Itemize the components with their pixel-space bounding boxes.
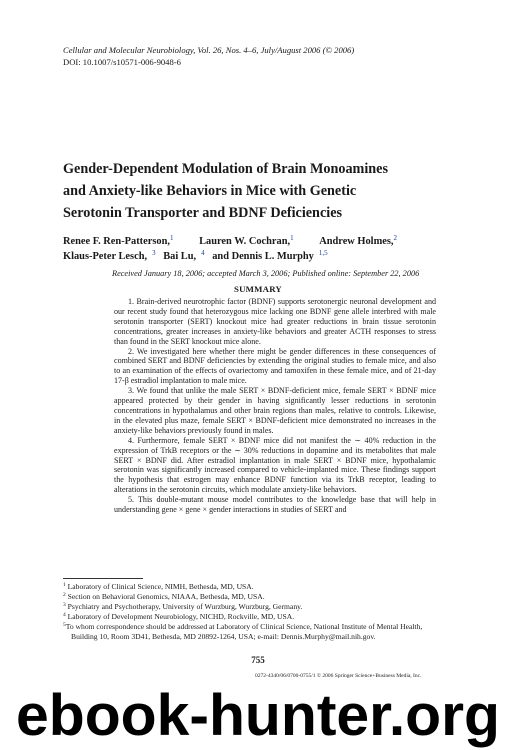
affiliation-link[interactable]: 1,5 — [318, 249, 328, 257]
footnote: $^1$ Laboratory of Clinical Science, NIMH, Bethesda, MD, USA. — [63, 582, 254, 591]
title-line: and Anxiety-like Behaviors in Mice with Genetic — [63, 183, 357, 199]
affiliation-link[interactable]: 3 — [152, 249, 156, 257]
summary-body — [114, 297, 436, 515]
watermark-text: ebook-hunter.org — [16, 686, 500, 748]
affiliation-link[interactable]: 1 — [169, 234, 174, 242]
summary-paragraph: 3. We found that unlike the male SERT × BDNF-deficient mice, female SERT × BDNF mice appeared protected by their gender in having significantly lesser reductions in serotonin concentrations in hypothalamus and other brain regions than males, relative to controls. Likewise, in the elevated plus maze, female SERT × BDNF-deficient mice demonstrated no increases in the anxiety-like behaviors previously found in males. — [114, 386, 436, 435]
author: Andrew Holmes,$^2$ — [319, 234, 397, 247]
footnote-divider — [63, 578, 143, 579]
footnote: $^4$ Laboratory of Development Neurobiology, NICHD, Rockville, MD, USA. — [63, 611, 295, 621]
title-line: Gender-Dependent Modulation of Brain Monoamines — [63, 161, 389, 177]
footnote: $^3$ Psychiatry and Psychotherapy, University of Wurzburg, Wurzburg, Germany. — [63, 601, 303, 611]
author: Bai Lu, $^4$ — [163, 249, 205, 262]
paper-title — [63, 158, 463, 224]
footnotes — [63, 582, 436, 641]
author: Lauren W. Cochran,$^1$ — [199, 234, 294, 247]
affiliation-link[interactable]: 1 — [290, 234, 294, 242]
author-line — [63, 249, 463, 264]
summary-paragraph: 4. Furthermore, female SERT × BDNF mice did not manifest the ∼ 40% reduction in the expression of TrkB receptors or the ∼ 30% reductions in dopamine and its metabolites that male SERT × BDNF did. After estradiol implantation in male SERT × BDNF mice, hypothalamic serotonin was significantly increased compared to vehicle-implanted mice. These findings support the hypothesis that estrogen may enhance BDNF function via its TrkB receptor, leading to alterations in the serotonin circuits, which modulate anxiety-like behaviors. — [114, 435, 436, 495]
author-line — [63, 234, 397, 249]
watermark — [0, 686, 516, 750]
author: Klaus-Peter Lesch, $^3$ — [63, 249, 156, 262]
affiliation-link[interactable]: 2 — [393, 234, 397, 242]
summary-paragraph: 1. Brain-derived neurotrophic factor (BDNF) supports serotonergic neuronal development and our recent study found that heterozygous mice lacking one BDNF gene allele interbred with male serotonin transporter (SERT) knockout mice had greater reductions in brain tissue serotonin concentrations, greater increases in anxiety-like behaviors and greater ACTH responses to stress than found in the SERT knockout mice alone. — [114, 297, 436, 346]
copyright: 0272-4340/06/0700-0755/1 © 2006 Springer Science+Business Media, Inc. — [255, 673, 422, 679]
affiliation-link[interactable]: 4 — [201, 249, 205, 257]
author-list — [63, 234, 463, 264]
summary-heading: SUMMARY — [233, 284, 282, 294]
footnote: $^2$ Section on Behavioral Genomics, NIAAA, Bethesda, MD, USA. — [63, 591, 265, 601]
page-number: 755 — [251, 655, 265, 665]
footnote: $^5$To whom correspondence should be addressed at Laboratory of Clinical Science, National Institute of Mental Health, Building 10, Room 3D41, Bethesda, MD 20892-1264, USA; e-mail: Dennis.Murphy@mail.nih.gov. — [63, 621, 423, 641]
author: Renee F. Ren-Patterson,$^1$ — [63, 234, 174, 247]
doi: DOI: 10.1007/s10571-006-9048-6 — [63, 57, 181, 67]
summary-paragraph: 2. We investigated here whether there might be gender differences in these consequences of combined SERT and BDNF deficiencies by extending the original studies to female mice, and also to an examination of the effects of ovariectomy and tamoxifen in these female mice, and of 21-day 17-β estradiol implantation to male mice. — [114, 346, 436, 386]
received-dates: Received January 18, 2006; accepted March 3, 2006; Published online: September 22, 2006 — [112, 269, 420, 278]
watermark-svg — [0, 686, 516, 750]
summary-paragraph: 5. This double-mutant mouse model contributes to the knowledge base that will help in understanding gene × gene × gender interactions in studies of SERT and — [114, 495, 436, 515]
journal-citation: Cellular and Molecular Neurobiology, Vol. 26, Nos. 4–6, July/August 2006 (© 2006) — [63, 45, 355, 55]
author: and Dennis L. Murphy $^{1,5}$ — [212, 249, 328, 262]
title-line: Serotonin Transporter and BDNF Deficiencies — [63, 205, 343, 221]
